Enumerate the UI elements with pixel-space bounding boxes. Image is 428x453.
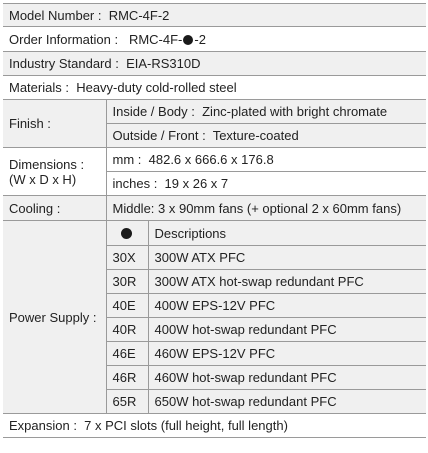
power-desc-cell <box>148 294 426 318</box>
power-code-cell <box>106 342 148 366</box>
power-desc: 300W ATX hot-swap redundant PFC <box>154 274 364 289</box>
expansion-value: 7 x PCI slots (full height, full length) <box>84 418 288 433</box>
expansion-cell: Expansion : 7 x PCI slots (full height, full length) <box>3 414 426 438</box>
dimensions-inches-cell: inches : 19 x 26 x 7 <box>106 172 426 196</box>
cooling-label: Cooling <box>9 200 54 216</box>
power-label-cell: Power Supply : <box>3 221 106 414</box>
dimensions-value: 482.6 x 666.6 x 176.8 <box>148 152 274 167</box>
materials-cell: Materials : Heavy-duty cold-rolled steel <box>3 76 426 100</box>
power-header: Descriptions <box>154 225 227 241</box>
model-value: RMC-4F-2 <box>108 7 170 23</box>
standard-row <box>3 52 426 76</box>
order-row <box>3 27 426 52</box>
cooling-value: Middle: 3 x 90mm fans (+ optional 2 x 60mm fans) <box>112 200 402 216</box>
power-code: 65R <box>112 394 137 409</box>
power-code-cell <box>106 390 148 414</box>
cooling-label-cell: Cooling : <box>3 196 106 221</box>
power-desc: 460W hot-swap redundant PFC <box>154 370 337 385</box>
dimensions-label: Dimensions <box>9 156 77 172</box>
power-desc: 300W ATX PFC <box>154 250 246 265</box>
power-desc: 650W hot-swap redundant PFC <box>154 394 337 409</box>
finish-value: Texture-coated <box>212 128 299 143</box>
power-code-cell <box>106 246 148 270</box>
option-dot-icon <box>183 35 193 45</box>
standard-value: EIA-RS310D <box>126 56 201 71</box>
power-desc-cell <box>148 342 426 366</box>
cooling-value-cell <box>106 196 426 221</box>
power-code-cell <box>106 270 148 294</box>
power-dot-cell <box>106 221 148 246</box>
power-desc: 460W EPS-12V PFC <box>154 346 276 361</box>
power-code: 40E <box>112 298 136 313</box>
power-desc-cell <box>148 366 426 390</box>
order-label: Order Information <box>9 31 111 47</box>
power-code: 46E <box>112 346 136 361</box>
finish-outside-cell: Outside / Front : Texture-coated <box>106 124 426 148</box>
power-code: 46R <box>112 370 137 385</box>
power-desc: 400W EPS-12V PFC <box>154 298 276 313</box>
materials-row <box>3 76 426 100</box>
power-code: 40R <box>112 322 137 337</box>
materials-label: Materials <box>9 80 62 95</box>
power-desc-cell <box>148 270 426 294</box>
standard-cell: Industry Standard : EIA-RS310D <box>3 52 426 76</box>
dimensions-unit: mm <box>112 152 135 167</box>
power-desc-cell <box>148 390 426 414</box>
finish-label-cell: Finish : <box>3 100 106 148</box>
expansion-label: Expansion <box>9 418 70 433</box>
model-label: Model Number <box>9 7 95 23</box>
power-header-cell <box>148 221 426 246</box>
power-header-row <box>3 221 426 246</box>
option-dot-icon <box>121 228 132 239</box>
dimensions-value: 19 x 26 x 7 <box>164 176 229 191</box>
power-code-cell <box>106 366 148 390</box>
power-code-cell <box>106 318 148 342</box>
dimensions-mm-cell: mm : 482.6 x 666.6 x 176.8 <box>106 148 426 172</box>
power-code: 30R <box>112 274 137 289</box>
dimensions-unit: inches <box>112 176 151 191</box>
order-cell: Order Information : RMC-4F- -2 <box>3 27 426 52</box>
power-label: Power Supply <box>9 309 90 325</box>
order-suffix: -2 <box>194 31 206 47</box>
power-code: 30X <box>112 250 136 265</box>
power-desc: 400W hot-swap redundant PFC <box>154 322 337 337</box>
cooling-row <box>3 196 426 221</box>
finish-value: Zinc-plated with bright chromate <box>202 104 388 119</box>
standard-label: Industry Standard <box>9 56 112 71</box>
power-code-cell <box>106 294 148 318</box>
expansion-row <box>3 414 426 438</box>
order-prefix: RMC-4F- <box>128 31 183 47</box>
model-cell: Model Number : RMC-4F-2 <box>3 4 426 27</box>
dimensions-row-1 <box>3 148 426 172</box>
model-row <box>3 4 426 27</box>
finish-inside-cell: Inside / Body : Zinc-plated with bright chromate <box>106 100 426 124</box>
finish-label: Finish <box>9 116 44 131</box>
finish-row-1 <box>3 100 426 124</box>
dimensions-sublabel: (W x D x H) <box>9 171 77 187</box>
spec-table <box>3 3 426 438</box>
materials-value: Heavy-duty cold-rolled steel <box>76 80 237 95</box>
finish-part: Inside / Body <box>112 104 188 119</box>
power-desc-cell <box>148 318 426 342</box>
dimensions-label-cell: Dimensions : (W x D x H) <box>3 148 106 196</box>
finish-part: Outside / Front <box>112 128 199 143</box>
power-desc-cell <box>148 246 426 270</box>
